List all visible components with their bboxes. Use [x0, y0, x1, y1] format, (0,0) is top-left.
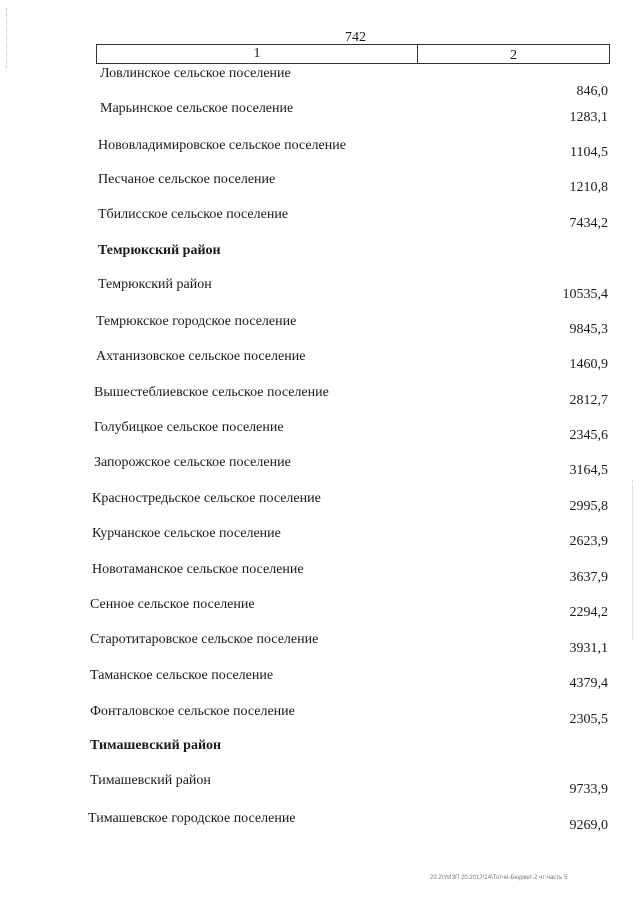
settlement-name: Таманское сельское поселение [90, 668, 274, 683]
amount-value: 2623,9 [569, 534, 608, 549]
settlement-name: Старотитаровское сельское поселение [90, 632, 319, 647]
column-1-header: 1 [97, 45, 418, 63]
settlement-name: Тбилисское сельское поселение [98, 207, 289, 222]
amount-value: 2995,8 [569, 499, 608, 514]
amount-value: 1210,8 [569, 180, 608, 195]
amount-value: 3931,1 [569, 641, 608, 656]
settlement-name: Марьинское сельское поселение [100, 101, 294, 116]
amount-value: 1460,9 [569, 357, 608, 372]
settlement-name: Нововладимировское сельское поселение [98, 138, 346, 153]
amount-value: 9733,9 [569, 782, 608, 797]
settlement-name: Курчанское сельское поселение [92, 526, 281, 541]
section-heading: Тимашевский район [90, 738, 222, 753]
settlement-name: Тимашевское городское поселение [88, 811, 296, 826]
amount-value: 2345,6 [569, 428, 608, 443]
amount-value: 2294,2 [569, 605, 608, 620]
amount-value: 10535,4 [562, 287, 608, 302]
settlement-name: Ловлинское сельское поселение [100, 66, 291, 81]
amount-value: 3164,5 [569, 463, 608, 478]
amount-value: 2305,5 [569, 712, 608, 727]
settlement-name: Вышестеблиевское сельское поселение [94, 385, 329, 400]
settlement-name: Красностредьское сельское поселение [92, 491, 321, 506]
settlement-name: Темрюкское городское поселение [96, 314, 297, 329]
page-number: 742 [345, 30, 366, 45]
amount-value: 2812,7 [569, 393, 608, 408]
settlement-name: Новотаманское сельское поселение [92, 562, 304, 577]
settlement-name: Голубицкое сельское поселение [94, 420, 284, 435]
settlement-name: Ахтанизовское сельское поселение [96, 349, 306, 364]
amount-value: 846,0 [576, 84, 608, 99]
settlement-name: Темрюкский район [98, 277, 212, 292]
amount-value: 1104,5 [570, 145, 608, 160]
settlement-name: Запорожское сельское поселение [94, 455, 291, 470]
section-heading: Темрюкский район [98, 243, 221, 258]
amount-value: 9845,3 [569, 322, 608, 337]
settlement-name: Сенное сельское поселение [90, 597, 255, 612]
footer-path: 20.2\УИЗП 20.2017\14\Тотчи-Бюджет-2 чт-часть 5 [430, 875, 568, 881]
column-2-header: 2 [510, 48, 517, 63]
amount-value: 4379,4 [569, 676, 608, 691]
settlement-name: Тимашевский район [90, 773, 211, 788]
amount-value: 1283,1 [569, 110, 608, 125]
amount-value: 7434,2 [569, 216, 608, 231]
amount-value: 9269,0 [569, 818, 608, 833]
amount-value: 3637,9 [569, 570, 608, 585]
settlement-name: Фонталовское сельское поселение [90, 704, 295, 719]
settlement-name: Песчаное сельское поселение [98, 172, 276, 187]
table-column-header [96, 44, 610, 64]
scan-edge-marks-right [632, 480, 635, 640]
